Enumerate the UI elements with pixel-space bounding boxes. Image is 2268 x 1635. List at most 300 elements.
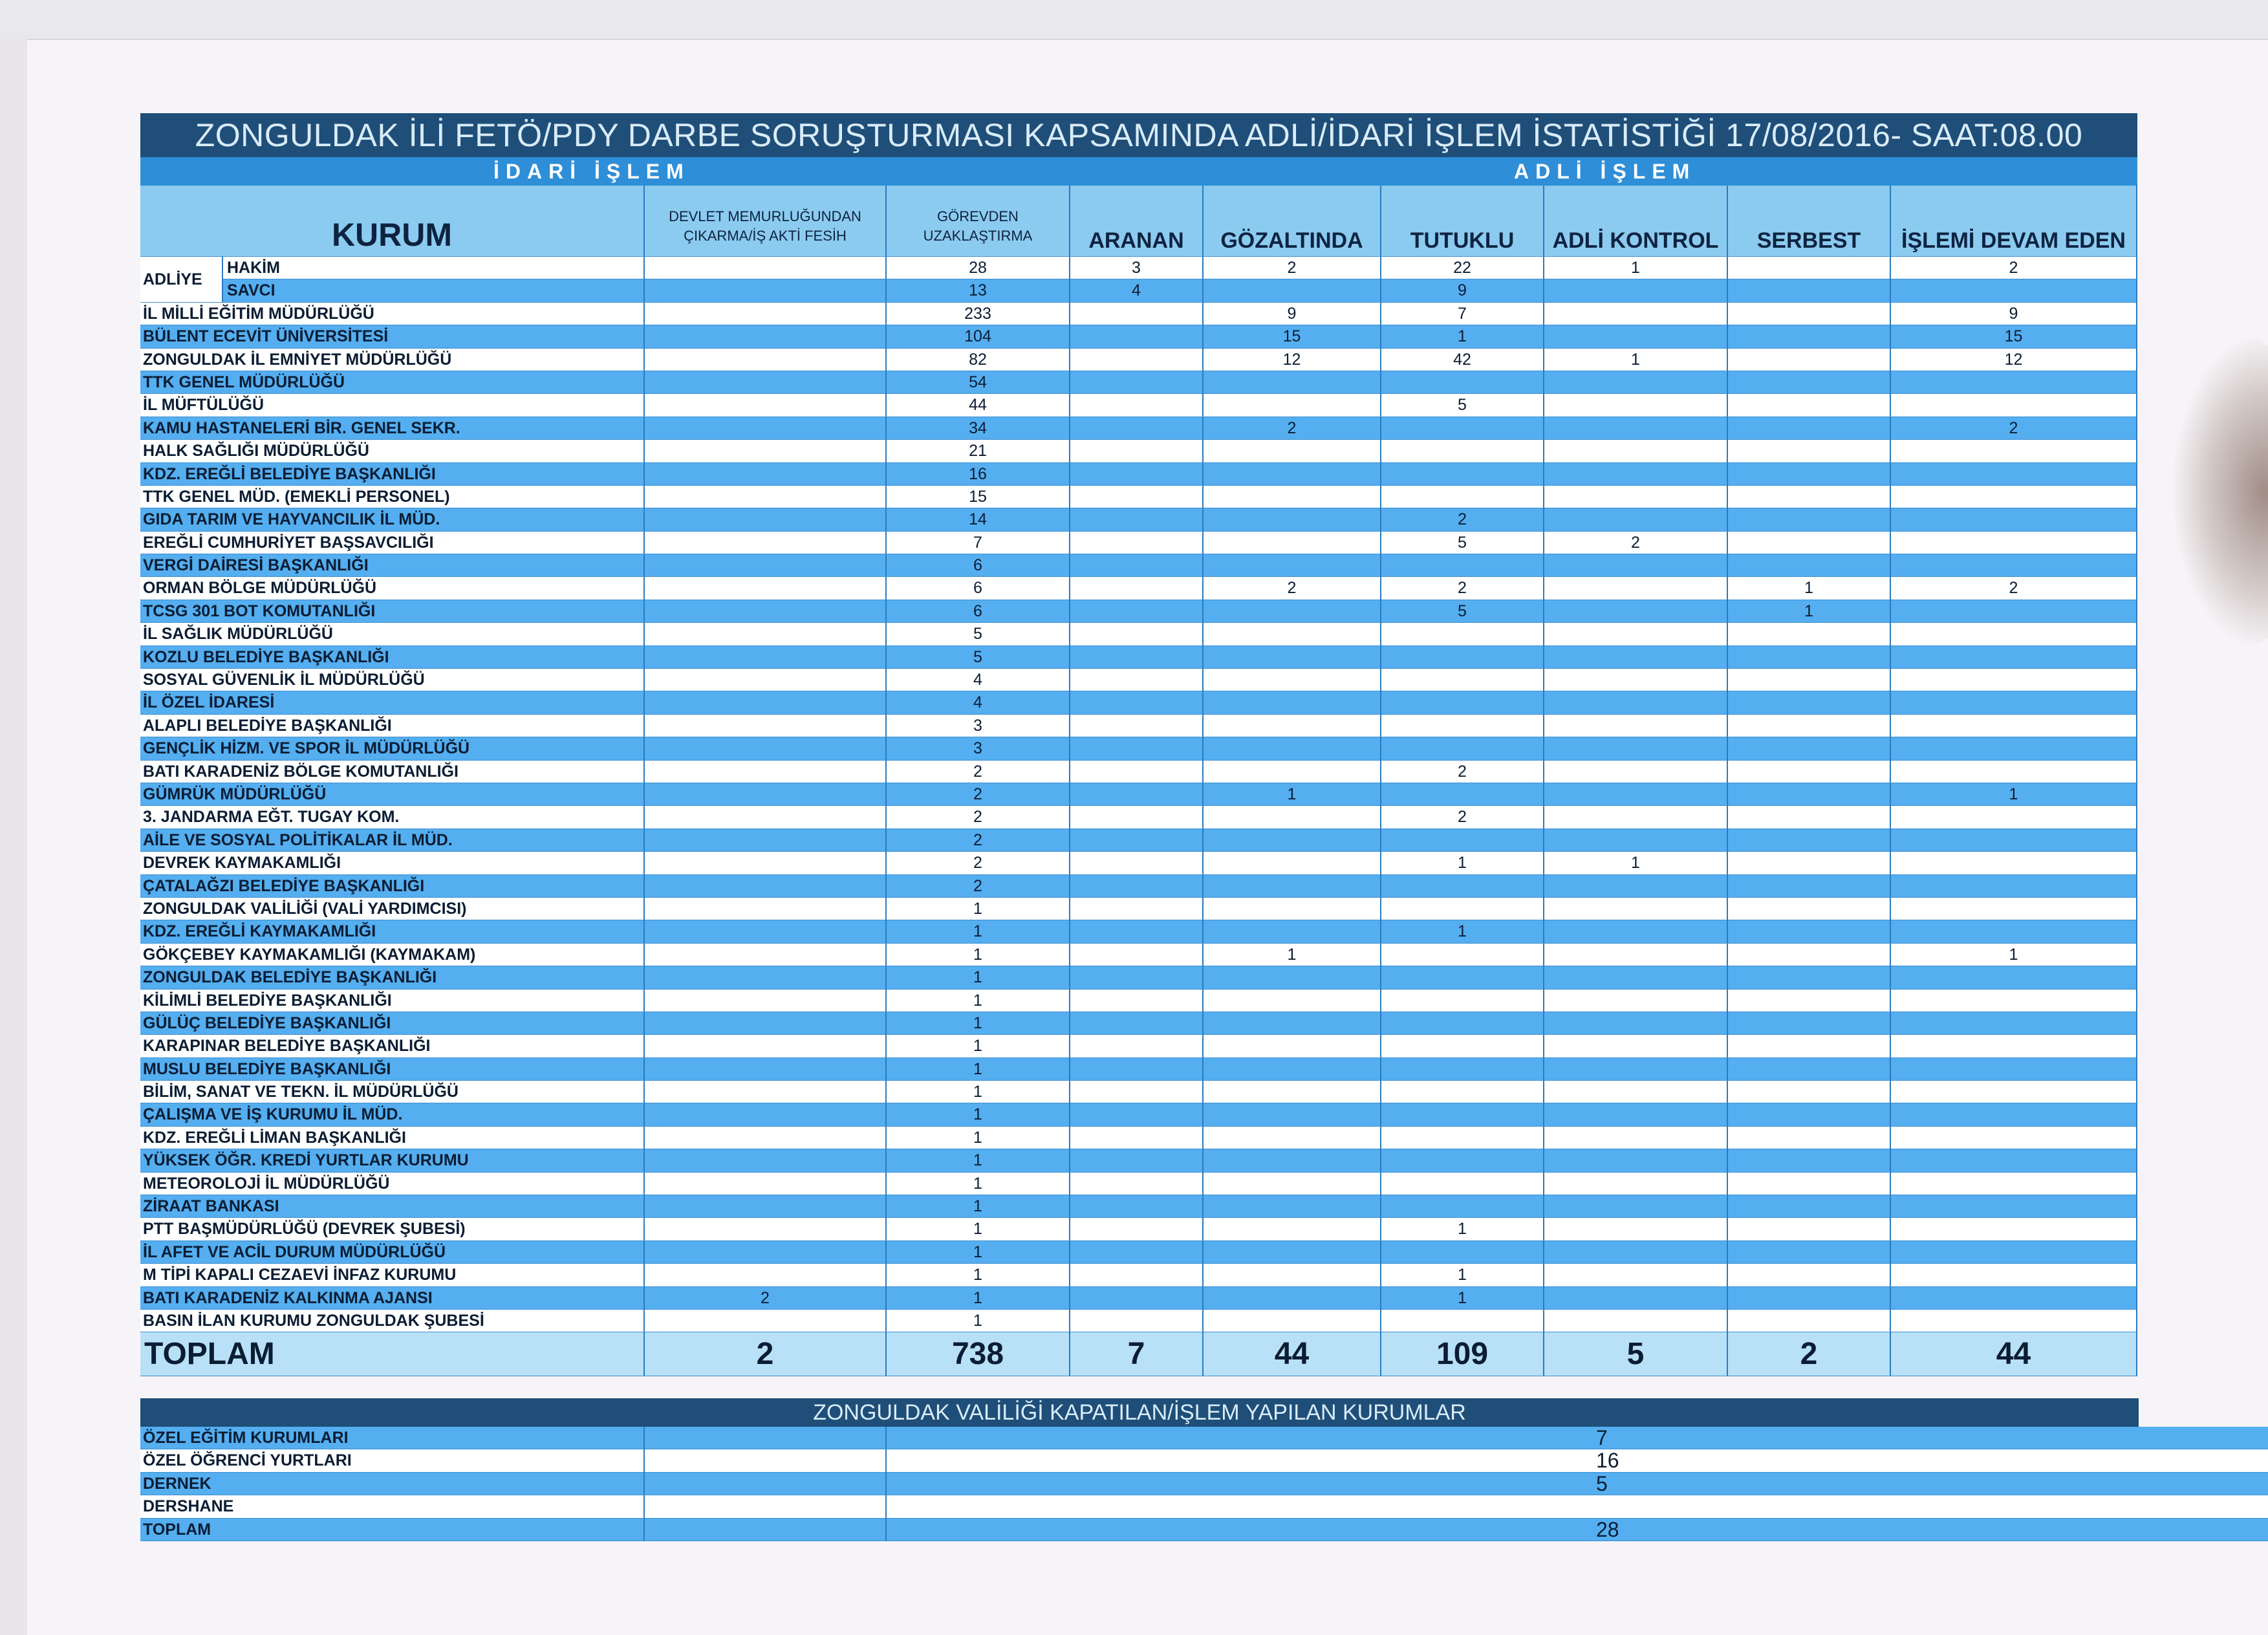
cell-gorevden: 4 [887,669,1070,691]
cell-islemi-devam [1891,508,2137,531]
cell-gozaltinda [1204,532,1381,554]
cell-islemi-devam [1891,1149,2137,1172]
cell-serbest [1728,1173,1891,1195]
cell-serbest [1728,944,1891,966]
cell-devlet [645,257,887,279]
cell-aranan [1070,554,1204,577]
cell-gozaltinda: 2 [1204,257,1381,279]
cell-islemi-devam [1891,852,2137,874]
cell-tutuklu [1381,691,1544,714]
cell-adli-kontrol [1544,691,1728,714]
cell-gozaltinda: 1 [1204,944,1381,966]
cell-adli-kontrol [1544,371,1728,394]
cell-devlet [645,463,887,486]
row-label: GENÇLİK HİZM. VE SPOR İL MÜDÜRLÜĞÜ [140,737,645,760]
cell-adli-kontrol [1544,1058,1728,1081]
cell-adli-kontrol [1544,1218,1728,1240]
header-serbest: SERBEST [1728,186,1891,257]
cell-aranan [1070,691,1204,714]
cell-adli-kontrol [1544,1241,1728,1264]
cell-tutuklu: 9 [1381,279,1544,302]
cell-gorevden: 6 [887,577,1070,600]
cell-gozaltinda: 1 [1204,783,1381,806]
cell-devlet [645,1012,887,1035]
cell-devlet [645,394,887,417]
row-label: KDZ. EREĞLİ KAYMAKAMLIĞI [140,920,645,943]
cell-tutuklu [1381,1127,1544,1149]
cell-adli-kontrol [1544,944,1728,966]
cell-gorevden: 13 [887,279,1070,302]
cell-islemi-devam [1891,829,2137,852]
cell-gorevden: 1 [887,990,1070,1012]
cell-serbest [1728,279,1891,302]
cell-aranan: 3 [1070,257,1204,279]
cell-devlet [645,966,887,989]
cell-islemi-devam [1891,1103,2137,1126]
header-gorevden: GÖREVDEN UZAKLAŞTIRMA [887,186,1070,257]
closed-row-label: TOPLAM [140,1519,645,1541]
cell-adli-kontrol [1544,1287,1728,1310]
row-label: ZONGULDAK VALİLİĞİ (VALİ YARDIMCISI) [140,898,645,920]
row-label: ÇALIŞMA VE İŞ KURUMU İL MÜD. [140,1103,645,1126]
cell-adli-kontrol [1544,325,1728,348]
cell-serbest [1728,806,1891,828]
cell-aranan [1070,920,1204,943]
cell-serbest [1728,1035,1891,1057]
cell-gozaltinda [1204,761,1381,783]
cell-islemi-devam [1891,1287,2137,1310]
cell-gozaltinda [1204,554,1381,577]
cell-gozaltinda [1204,600,1381,623]
cell-islemi-devam [1891,1218,2137,1240]
cell-gozaltinda: 15 [1204,325,1381,348]
cell-tutuklu [1381,944,1544,966]
cell-aranan [1070,898,1204,920]
cell-devlet [645,898,887,920]
row-label: TTK GENEL MÜD. (EMEKLİ PERSONEL) [140,486,645,508]
cell-adli-kontrol [1544,623,1728,645]
cell-adli-kontrol [1544,829,1728,852]
cell-aranan [1070,600,1204,623]
cell-gorevden: 1 [887,1149,1070,1172]
closed-row-label: ÖZEL EĞİTİM KURUMLARI [140,1427,645,1449]
cell-gorevden: 1 [887,1310,1070,1332]
row-label: İL ÖZEL İDARESİ [140,691,645,714]
cell-serbest [1728,1287,1891,1310]
cell-serbest [1728,1195,1891,1218]
cell-serbest [1728,257,1891,279]
cell-serbest [1728,1058,1891,1081]
cell-devlet [645,1264,887,1286]
cell-adli-kontrol [1544,990,1728,1012]
row-label: YÜKSEK ÖĞR. KREDİ YURTLAR KURUMU [140,1149,645,1172]
cell-gorevden: 3 [887,737,1070,760]
row-label: BÜLENT ECEVİT ÜNİVERSİTESİ [140,325,645,348]
cell-serbest [1728,1012,1891,1035]
cell-aranan [1070,1310,1204,1332]
cell-devlet [645,1310,887,1332]
cell-aranan [1070,806,1204,828]
cell-devlet [645,554,887,577]
cell-adli-kontrol [1544,1035,1728,1057]
total-label: TOPLAM [140,1332,645,1376]
header-islemi-devam: İŞLEMİ DEVAM EDEN [1891,186,2137,257]
row-label: KARAPINAR BELEDİYE BAŞKANLIĞI [140,1035,645,1057]
cell-gorevden: 2 [887,806,1070,828]
row-label: GÜMRÜK MÜDÜRLÜĞÜ [140,783,645,806]
cell-tutuklu [1381,715,1544,737]
cell-serbest [1728,325,1891,348]
cell-aranan [1070,508,1204,531]
cell-adli-kontrol [1544,463,1728,486]
cell-adli-kontrol [1544,783,1728,806]
cell-gorevden: 1 [887,1058,1070,1081]
row-label: KAMU HASTANELERİ BİR. GENEL SEKR. [140,417,645,440]
cell-tutuklu: 2 [1381,508,1544,531]
cell-gorevden: 104 [887,325,1070,348]
cell-serbest [1728,829,1891,852]
cell-serbest [1728,349,1891,371]
cell-aranan [1070,1103,1204,1126]
cell-adli-kontrol [1544,279,1728,302]
cell-serbest [1728,508,1891,531]
cell-gorevden: 1 [887,1012,1070,1035]
row-label: ÇATALAĞZI BELEDİYE BAŞKANLIĞI [140,875,645,898]
cell-serbest [1728,371,1891,394]
cell-tutuklu: 22 [1381,257,1544,279]
closed-row-spacer [645,1519,887,1541]
cell-islemi-devam [1891,737,2137,760]
cell-serbest [1728,691,1891,714]
cell-devlet [645,577,887,600]
closed-institutions-table [140,1398,2139,1541]
cell-gozaltinda: 9 [1204,303,1381,325]
cell-gozaltinda [1204,990,1381,1012]
cell-devlet [645,1241,887,1264]
cell-gozaltinda [1204,966,1381,989]
cell-islemi-devam [1891,486,2137,508]
cell-serbest [1728,532,1891,554]
cell-adli-kontrol [1544,486,1728,508]
cell-adli-kontrol [1544,440,1728,462]
cell-islemi-devam [1891,1264,2137,1286]
cell-islemi-devam [1891,1173,2137,1195]
cell-gozaltinda [1204,371,1381,394]
cell-adli-kontrol [1544,737,1728,760]
cell-adli-kontrol [1544,806,1728,828]
cell-aranan [1070,1012,1204,1035]
cell-devlet [645,691,887,714]
total-gozaltinda: 44 [1204,1332,1381,1376]
row-label: KOZLU BELEDİYE BAŞKANLIĞI [140,646,645,669]
cell-aranan [1070,440,1204,462]
cell-devlet [645,1195,887,1218]
total-devlet: 2 [645,1332,887,1376]
cell-serbest: 1 [1728,600,1891,623]
row-label: HALK SAĞLIĞI MÜDÜRLÜĞÜ [140,440,645,462]
cell-islemi-devam [1891,920,2137,943]
cell-gorevden: 2 [887,761,1070,783]
cell-aranan [1070,349,1204,371]
header-devlet: DEVLET MEMURLUĞUNDAN ÇIKARMA/İŞ AKTİ FESİH [645,186,887,257]
cell-islemi-devam [1891,440,2137,462]
cell-devlet [645,1058,887,1081]
cell-serbest [1728,920,1891,943]
cell-tutuklu: 1 [1381,920,1544,943]
cell-devlet [645,646,887,669]
row-label: ZİRAAT BANKASI [140,1195,645,1218]
cell-devlet [645,715,887,737]
section-bar [140,157,2137,186]
cell-adli-kontrol [1544,1195,1728,1218]
row-label: BATI KARADENİZ BÖLGE KOMUTANLIĞI [140,761,645,783]
total-gorevden: 738 [887,1332,1070,1376]
cell-tutuklu: 1 [1381,1218,1544,1240]
closed-row-value: 7 [887,1427,2268,1449]
cell-tutuklu [1381,990,1544,1012]
closed-row-spacer [645,1495,887,1518]
cell-aranan [1070,990,1204,1012]
row-label: 3. JANDARMA EĞT. TUGAY KOM. [140,806,645,828]
cell-aranan [1070,623,1204,645]
cell-islemi-devam [1891,990,2137,1012]
cell-aranan [1070,783,1204,806]
cell-gozaltinda [1204,1218,1381,1240]
cell-adli-kontrol [1544,1310,1728,1332]
cell-devlet [645,761,887,783]
total-aranan: 7 [1070,1332,1204,1376]
cell-gozaltinda [1204,669,1381,691]
cell-tutuklu [1381,646,1544,669]
cell-gozaltinda [1204,829,1381,852]
cell-tutuklu [1381,440,1544,462]
cell-gorevden: 1 [887,1287,1070,1310]
cell-tutuklu [1381,1103,1544,1126]
cell-gozaltinda [1204,1287,1381,1310]
cell-aranan [1070,715,1204,737]
scan-left-edge [0,39,27,1635]
cell-serbest [1728,1127,1891,1149]
cell-serbest [1728,990,1891,1012]
cell-gorevden: 1 [887,898,1070,920]
cell-islemi-devam [1891,1012,2137,1035]
closed-row-value: 5 [887,1473,2268,1495]
row-label: İL MÜFTÜLÜĞÜ [140,394,645,417]
cell-gozaltinda [1204,806,1381,828]
cell-devlet [645,1103,887,1126]
cell-devlet [645,508,887,531]
cell-adli-kontrol [1544,600,1728,623]
cell-islemi-devam [1891,691,2137,714]
cell-adli-kontrol [1544,554,1728,577]
cell-serbest [1728,852,1891,874]
cell-serbest [1728,623,1891,645]
closed-row-value: 28 [887,1519,2268,1541]
cell-tutuklu [1381,463,1544,486]
cell-aranan [1070,944,1204,966]
cell-islemi-devam [1891,806,2137,828]
cell-tutuklu [1381,417,1544,440]
cell-adli-kontrol [1544,508,1728,531]
closed-row-spacer [645,1473,887,1495]
cell-gozaltinda [1204,623,1381,645]
cell-gorevden: 1 [887,1035,1070,1057]
row-label: ALAPLI BELEDİYE BAŞKANLIĞI [140,715,645,737]
cell-gorevden: 1 [887,1173,1070,1195]
cell-aranan [1070,1149,1204,1172]
cell-tutuklu [1381,1195,1544,1218]
cell-gorevden: 2 [887,852,1070,874]
cell-tutuklu: 1 [1381,1287,1544,1310]
cell-islemi-devam [1891,1241,2137,1264]
cell-aranan [1070,325,1204,348]
cell-aranan [1070,737,1204,760]
closed-grid [140,1427,2139,1541]
cell-adli-kontrol [1544,1081,1728,1103]
cell-gorevden: 14 [887,508,1070,531]
cell-devlet [645,325,887,348]
cell-serbest [1728,783,1891,806]
cell-tutuklu [1381,1241,1544,1264]
cell-tutuklu: 1 [1381,325,1544,348]
cell-islemi-devam: 9 [1891,303,2137,325]
cell-gorevden: 7 [887,532,1070,554]
cell-gorevden: 1 [887,1103,1070,1126]
cell-serbest: 1 [1728,577,1891,600]
cell-islemi-devam: 1 [1891,783,2137,806]
cell-devlet [645,1173,887,1195]
cell-tutuklu [1381,669,1544,691]
cell-serbest [1728,1241,1891,1264]
cell-gozaltinda [1204,1149,1381,1172]
cell-devlet [645,486,887,508]
cell-serbest [1728,463,1891,486]
cell-tutuklu: 5 [1381,600,1544,623]
row-label: PTT BAŞMÜDÜRLÜĞÜ (DEVREK ŞUBESİ) [140,1218,645,1240]
cell-aranan [1070,1218,1204,1240]
row-label: GIDA TARIM VE HAYVANCILIK İL MÜD. [140,508,645,531]
cell-devlet [645,669,887,691]
closed-row-label: DERNEK [140,1473,645,1495]
cell-gozaltinda [1204,875,1381,898]
cell-gorevden: 3 [887,715,1070,737]
cell-aranan [1070,1195,1204,1218]
cell-islemi-devam: 1 [1891,944,2137,966]
cell-islemi-devam [1891,532,2137,554]
cell-gozaltinda [1204,1310,1381,1332]
total-adli-kontrol: 5 [1544,1332,1728,1376]
row-label: İL MİLLİ EĞİTİM MÜDÜRLÜĞÜ [140,303,645,325]
cell-serbest [1728,875,1891,898]
cell-gorevden: 1 [887,1264,1070,1286]
cell-islemi-devam [1891,898,2137,920]
cell-islemi-devam [1891,1127,2137,1149]
cell-serbest [1728,554,1891,577]
cell-adli-kontrol [1544,966,1728,989]
cell-gozaltinda [1204,1035,1381,1057]
cell-tutuklu: 1 [1381,1264,1544,1286]
cell-adli-kontrol: 1 [1544,852,1728,874]
cell-gozaltinda [1204,646,1381,669]
cell-gozaltinda [1204,1012,1381,1035]
closed-row-spacer [645,1427,887,1449]
cell-islemi-devam [1891,1310,2137,1332]
cell-gorevden: 16 [887,463,1070,486]
cell-devlet [645,440,887,462]
statistics-table [140,186,2137,1332]
cell-islemi-devam [1891,394,2137,417]
cell-tutuklu [1381,1149,1544,1172]
cell-tutuklu [1381,966,1544,989]
cell-islemi-devam [1891,554,2137,577]
cell-gorevden: 1 [887,1218,1070,1240]
cell-gorevden: 21 [887,440,1070,462]
cell-islemi-devam [1891,1035,2137,1057]
row-label: EREĞLİ CUMHURİYET BAŞSAVCILIĞI [140,532,645,554]
header-aranan: ARANAN [1070,186,1204,257]
cell-devlet [645,1218,887,1240]
cell-devlet [645,1149,887,1172]
cell-gorevden: 6 [887,600,1070,623]
cell-tutuklu: 2 [1381,806,1544,828]
cell-aranan [1070,532,1204,554]
cell-serbest [1728,737,1891,760]
cell-devlet [645,1035,887,1057]
cell-adli-kontrol [1544,669,1728,691]
row-label: İL SAĞLIK MÜDÜRLÜĞÜ [140,623,645,645]
cell-islemi-devam: 2 [1891,417,2137,440]
cell-serbest [1728,898,1891,920]
row-label: KDZ. EREĞLİ LİMAN BAŞKANLIĞI [140,1127,645,1149]
cell-tutuklu [1381,1035,1544,1057]
closed-row-value: 16 [887,1449,2268,1472]
cell-adli-kontrol [1544,577,1728,600]
cell-adli-kontrol [1544,394,1728,417]
cell-devlet [645,623,887,645]
cell-tutuklu: 2 [1381,761,1544,783]
cell-gorevden: 54 [887,371,1070,394]
cell-islemi-devam [1891,761,2137,783]
cell-aranan [1070,669,1204,691]
cell-adli-kontrol [1544,715,1728,737]
cell-islemi-devam [1891,463,2137,486]
cell-aranan [1070,1264,1204,1286]
cell-adli-kontrol [1544,761,1728,783]
cell-devlet [645,990,887,1012]
cell-devlet: 2 [645,1287,887,1310]
cell-gozaltinda [1204,463,1381,486]
scan-smudge [2173,336,2268,647]
cell-aranan [1070,1241,1204,1264]
cell-aranan [1070,1127,1204,1149]
cell-tutuklu: 1 [1381,852,1544,874]
total-islemi-devam: 44 [1891,1332,2137,1376]
cell-tutuklu [1381,898,1544,920]
cell-gozaltinda [1204,898,1381,920]
cell-islemi-devam: 2 [1891,257,2137,279]
cell-gorevden: 6 [887,554,1070,577]
cell-gozaltinda [1204,691,1381,714]
cell-gorevden: 5 [887,646,1070,669]
cell-gozaltinda [1204,715,1381,737]
cell-gorevden: 28 [887,257,1070,279]
row-label: MUSLU BELEDİYE BAŞKANLIĞI [140,1058,645,1081]
closed-row-label: ÖZEL ÖĞRENCİ YURTLARI [140,1449,645,1472]
cell-aranan: 4 [1070,279,1204,302]
cell-gorevden: 2 [887,875,1070,898]
cell-gozaltinda [1204,279,1381,302]
total-tutuklu: 109 [1381,1332,1544,1376]
